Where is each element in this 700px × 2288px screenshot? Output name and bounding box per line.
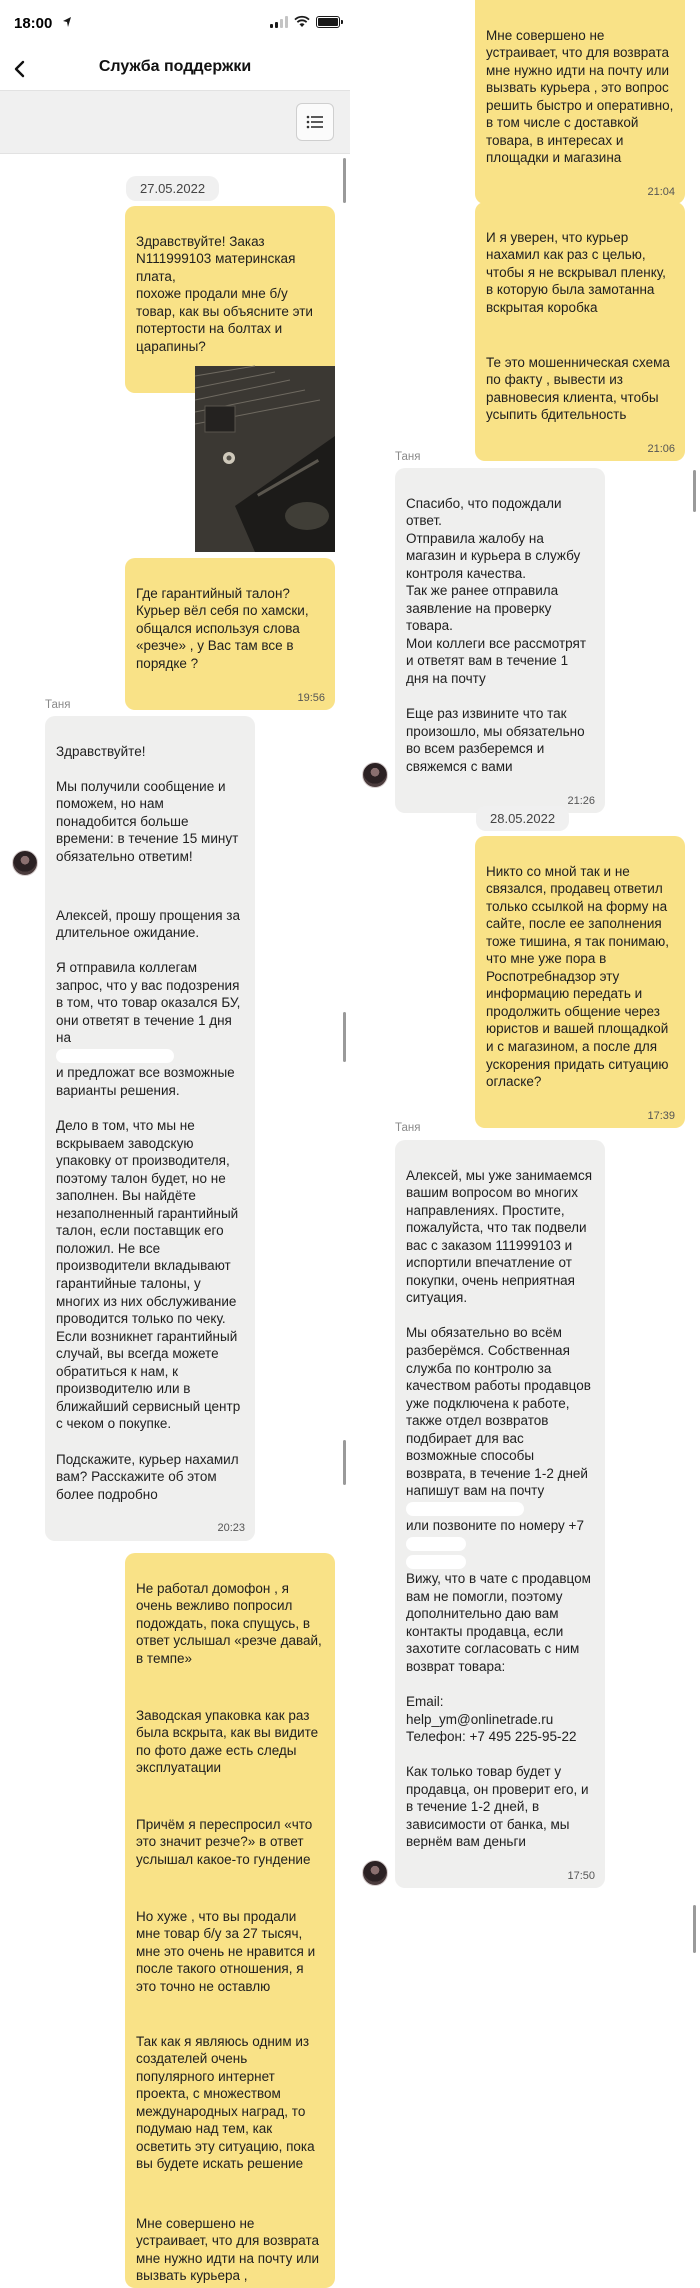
message-text: Те это мошенническая схема по факту , вывести из равновесия клиента, чтобы усыпить бдительность xyxy=(486,354,670,423)
message-text: или позвоните по номеру +7 xyxy=(406,1518,584,1534)
message-time: 21:06 xyxy=(647,442,675,455)
message-text: Где гарантийный талон? Курьер вёл себя по хамски, общался используя слова «резче» , у Вас там все в порядке ? xyxy=(136,585,309,671)
message-text: Так как я являюсь одним из создателей очень популярного интернет проекта, с множеством международных наград, то подумаю над тем, как осветить эту ситуацию, пока вы будете искать решение xyxy=(136,2033,315,2172)
message-text: И я уверен, что курьер нахамил как раз с целью, чтобы я не вскрывал пленку, в которую была замотанна вскрытая коробка xyxy=(486,229,666,315)
date-separator: 27.05.2022 xyxy=(126,176,219,201)
redacted-email xyxy=(56,1049,174,1063)
message-time: 19:56 xyxy=(297,691,325,704)
chat-header xyxy=(0,50,350,90)
redacted-phone xyxy=(406,1555,466,1569)
battery-icon xyxy=(316,16,340,28)
scroll-indicator[interactable] xyxy=(343,1012,346,1062)
right-screenshot xyxy=(350,0,700,2274)
left-screenshot xyxy=(0,0,350,2284)
sender-name: Таня xyxy=(395,451,421,463)
message-time: 20:23 xyxy=(217,1522,245,1535)
message-text: Причём я переспросил «что это значит резче?» в ответ услышал какое-то гундение xyxy=(136,1816,313,1867)
message-text: Но хуже , что вы продали мне товар б/у за 27 тысяч, мне это очень не нравится и после такого отношения, я это точно не оставлю xyxy=(136,1908,316,1994)
redacted-email xyxy=(406,1502,524,1516)
location-arrow-icon xyxy=(62,16,72,28)
scroll-indicator[interactable] xyxy=(693,1905,696,1953)
scroll-indicator[interactable] xyxy=(343,1440,346,1485)
message-text: Алексей, прошу прощения за длительное ожидание. Я отправила коллегам запрос, что у вас подозрения в том, что товар оказался БУ, они ответят в течение 1 дня на xyxy=(56,907,241,1046)
agent-avatar xyxy=(362,762,388,788)
message-text: Никто со мной так и не связался, продавец ответил только ссылкой на форму на сайте, после ее заполнения тоже тишина, я так понимаю, что мне уже пора в Роспотребнадзор эту информацию передать и продолжить общение через юристов и вашей площадкой и с магазином, а после для ускорения придать ситуацию огласке? xyxy=(486,863,669,1090)
scroll-indicator[interactable] xyxy=(693,470,696,512)
order-list-button[interactable] xyxy=(296,103,334,141)
message-text: Здравствуйте! Заказ N111999103 материнская плата, похоже продали мне б/у товар, как вы объясните эти потертости на болтах и царапины? xyxy=(136,233,313,354)
message-time: 21:26 xyxy=(567,794,595,807)
message-time: 17:39 xyxy=(647,1109,675,1122)
signal-icon xyxy=(270,16,288,28)
date-separator: 28.05.2022 xyxy=(476,806,569,831)
message-text: Здравствуйте! Мы получили сообщение и поможем, но нам понадобится больше времени: в течение 15 минут обязательно ответим! xyxy=(56,743,239,864)
status-bar xyxy=(0,0,350,50)
message-text: Мне совершено не устраивает, что для возврата мне нужно идти на почту или вызвать курьера , это вопрос решить быстро и оперативно, в том числе с доставкой товара, в интересах и площадки и магазина xyxy=(486,27,674,166)
message-time: 17:50 xyxy=(567,1870,595,1883)
agent-avatar xyxy=(362,1860,388,1886)
message-text: Заводская упаковка как раз была вскрыта, как вы видите по фото даже есть следы эксплуатации xyxy=(136,1707,319,1776)
message-bubble-incoming[interactable] xyxy=(45,716,255,903)
redacted-phone xyxy=(406,1537,466,1551)
message-bubble-incoming[interactable] xyxy=(45,880,255,1541)
message-text: Спасибо, что подождали ответ. Отправила жалобу на магазин и курьера в службу контроля качества. Так же ранее отправила заявление на проверку товара. Мои коллеги все рассмотрят и ответят вам в течение 1 дня на почту Еще раз извините что так произошло, мы обязательно во всем разберемся и свяжемся с вами xyxy=(406,495,587,774)
scroll-indicator[interactable] xyxy=(343,158,346,203)
message-bubble-incoming[interactable] xyxy=(395,468,605,813)
agent-avatar xyxy=(12,850,38,876)
message-bubble-incoming[interactable] xyxy=(395,1140,605,1888)
message-bubble-outgoing[interactable] xyxy=(125,2006,335,2210)
message-text: Алексей, мы уже занимаемся вашим вопросом во многих направлениях. Простите, пожалуйста, что так подвели вас с заказом 111999103 и испортили впечатление от покупки, очень неприятная ситуация. Мы обязательно во всём разберёмся. Собственная служба по контролю за качеством работы продавцов уже подключена к работе, также отдел возвратов подбирает для вас возможные способы возврата, в течение 1-2 дней напишут вам на почту xyxy=(406,1167,593,1499)
message-bubble-outgoing[interactable] xyxy=(475,0,685,204)
sender-name: Таня xyxy=(395,1122,421,1134)
chat-title: Служба поддержки xyxy=(98,58,252,75)
list-icon xyxy=(306,114,324,130)
status-time: 18:00 xyxy=(14,15,53,32)
message-text: и предложат все возможные варианты решения. Дело в том, что мы не вскрываем заводскую упаковку от производителя, поэтому талон будет, но не заполнен. Вы найдёте незаполненный гарантийный талон, если поставщик его положил. Не все производители вкладывают гарантийные талоны, у многих из них обслуживание проводится только по чеку. Если возникнет гарантийный случай, вы всегда можете обратиться к нам, к производителю или в ближайший сервисный центр с чеком о покупке. Подскажите, курьер нахамил вам? Расскажите об этом более подробно xyxy=(56,1065,241,1502)
message-text: Вижу, что в чате с продавцом вам не помогли, поэтому дополнительно даю вам контакты продавца, если захотите согласовать с ним возврат товара: Email: help_ym@onlinetrade.ru Телефон: +7 495 225-95-22 Как только товар будет у продавца, он проверит его, и в течение 1-2 дней, в зависимости от банка, мы вернём вам деньги xyxy=(406,1571,591,1850)
chat-toolbar xyxy=(0,90,350,154)
status-icons xyxy=(270,16,340,28)
message-time: 21:04 xyxy=(647,186,675,199)
message-bubble-outgoing[interactable] xyxy=(125,206,335,393)
wifi-icon xyxy=(294,16,310,28)
sender-name: Таня xyxy=(45,699,71,711)
message-bubble-outgoing[interactable] xyxy=(125,2188,335,2288)
message-bubble-outgoing[interactable] xyxy=(125,558,335,710)
message-bubble-outgoing[interactable] xyxy=(475,327,685,461)
message-text: Мне совершено не устраивает, что для возврата мне нужно идти на почту или вызвать курьера , xyxy=(136,2215,320,2284)
message-photo[interactable] xyxy=(195,366,335,552)
message-bubble-outgoing[interactable] xyxy=(475,836,685,1128)
motherboard-photo-image xyxy=(195,366,335,552)
message-text: Не работал домофон , я очень вежливо попросил подождать, пока спущусь, в ответ услышал «резче давай, в темпе» xyxy=(136,1580,322,1666)
